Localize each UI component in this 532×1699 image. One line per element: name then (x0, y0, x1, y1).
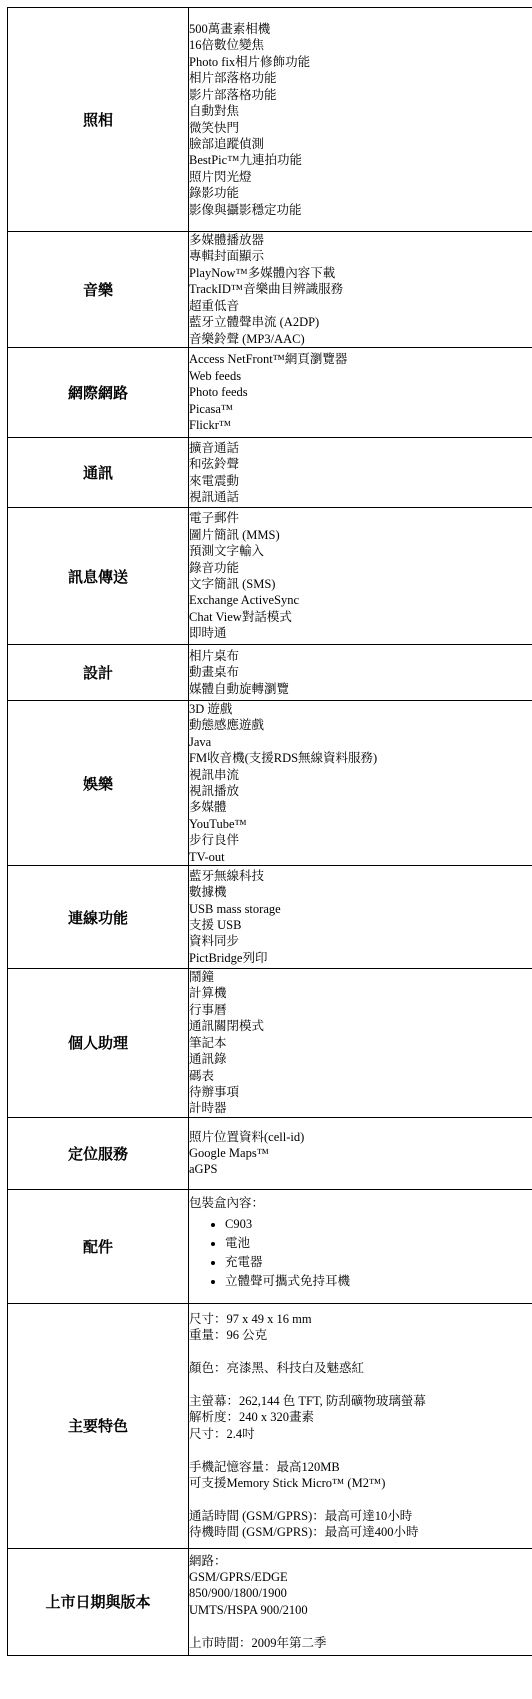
spec-row (8, 1303, 532, 1548)
feature-item: Photo feeds (189, 385, 248, 400)
feature-item: Java (189, 734, 212, 749)
feature-item: 上市時間：2009年第二季 (189, 1635, 327, 1650)
feature-item: Web feeds (189, 368, 242, 383)
feature-list (189, 438, 532, 508)
feature-item: 動態感應遊戲 (189, 718, 265, 733)
feature-item: Exchange ActiveSync (189, 593, 300, 608)
feature-item: 照片位置資料(cell-id) (189, 1129, 305, 1144)
feature-item: 文字簡訊 (SMS) (189, 577, 276, 591)
feature-item: 鬧鐘 (189, 970, 215, 985)
feature-item: 圖片簡訊 (MMS) (189, 527, 280, 542)
feature-item: Chat View對話模式 (189, 609, 292, 624)
category-label: 網際網路 (8, 348, 189, 438)
spec-table-body (8, 8, 532, 1656)
feature-list (189, 969, 532, 1118)
category-label: 娛樂 (8, 701, 189, 866)
feature-item: 動畫桌布 (189, 665, 240, 680)
feature-item: 相片桌布 (189, 648, 240, 663)
feature-item: 多媒體播放器 (189, 233, 265, 248)
feature-list (189, 508, 532, 645)
feature-list (189, 1189, 532, 1303)
category-label: 定位服務 (8, 1117, 189, 1189)
category-label: 音樂 (8, 232, 189, 348)
spec-row (8, 701, 532, 866)
feature-list (189, 8, 532, 232)
feature-item: 藍牙無線科技 (189, 868, 265, 883)
package-item: • C903 (225, 1215, 532, 1234)
feature-list (189, 701, 532, 866)
feature-item: 視訊串流 (189, 767, 240, 782)
feature-item: Flickr™ (189, 418, 232, 433)
feature-item: 支援 USB (189, 918, 242, 933)
spec-row (8, 508, 532, 645)
spec-row (8, 1189, 532, 1303)
feature-item: 媒體自動旋轉瀏覽 (189, 681, 290, 696)
feature-item: 待機時間 (GSM/GPRS)：最高可達400小時 (189, 1525, 419, 1540)
feature-item: USB mass storage (189, 901, 281, 916)
feature-item: Google Maps™ (189, 1146, 269, 1161)
feature-item: 照片閃光燈 (189, 169, 252, 184)
spec-row (8, 969, 532, 1118)
feature-item: 手機記憶容量：最高120MB (189, 1459, 340, 1474)
feature-item: 行事曆 (189, 1002, 227, 1017)
feature-item: 可支援Memory Stick Micro™ (M2™) (189, 1475, 386, 1490)
spacer (189, 1491, 532, 1507)
category-label: 上市日期與版本 (8, 1548, 189, 1655)
feature-item: 相片部落格功能 (189, 71, 277, 86)
spec-row (8, 232, 532, 348)
feature-list (189, 232, 532, 348)
feature-item: 電子郵件 (189, 511, 240, 526)
feature-list (189, 645, 532, 701)
feature-item: Access NetFront™網頁瀏覽器 (189, 352, 348, 367)
package-item: • 立體聲可攜式免持耳機 (225, 1272, 532, 1291)
feature-list (189, 348, 532, 438)
feature-item: TrackID™音樂曲目辨識服務 (189, 282, 344, 297)
feature-item: 碼表 (189, 1068, 215, 1083)
category-label: 主要特色 (8, 1303, 189, 1548)
feature-item: 和弦鈴聲 (189, 457, 240, 472)
feature-item: 錄影功能 (189, 186, 240, 201)
feature-item: 來電震動 (189, 473, 240, 488)
spacer (189, 1344, 532, 1360)
feature-item: 音樂鈴聲 (MP3/AAC) (189, 331, 305, 346)
feature-item: 資料同步 (189, 934, 240, 949)
category-label: 照相 (8, 8, 189, 232)
feature-item: 3D 遊戲 (189, 702, 233, 716)
feature-item: 專輯封面顯示 (189, 249, 265, 264)
spec-row (8, 438, 532, 508)
feature-item: 即時通 (189, 626, 227, 641)
feature-item: Photo fix相片修飾功能 (189, 54, 311, 69)
feature-item: 500萬畫素相機 (189, 22, 271, 37)
feature-item: 重量：96 公克 (189, 1328, 268, 1343)
feature-item: 16倍數位變焦 (189, 38, 265, 53)
feature-item: BestPic™九連拍功能 (189, 153, 302, 168)
spec-row (8, 1117, 532, 1189)
feature-item: 顏色：亮漆黑、科技白及魅惑紅 (189, 1361, 365, 1376)
feature-item: 解析度：240 x 320畫素 (189, 1410, 315, 1425)
feature-item: 影片部落格功能 (189, 87, 277, 102)
feature-item: 臉部追蹤偵測 (189, 136, 265, 151)
feature-item: 超重低音 (189, 298, 240, 313)
spacer (189, 1377, 532, 1393)
feature-list (189, 1548, 532, 1655)
feature-item: 藍牙立體聲串流 (A2DP) (189, 315, 320, 330)
feature-item: aGPS (189, 1162, 218, 1177)
feature-intro: 包裝盒內容： (189, 1196, 265, 1211)
feature-item: 微笑快門 (189, 120, 240, 135)
package-item: • 電池 (225, 1234, 532, 1253)
feature-item: 計時器 (189, 1101, 227, 1116)
feature-list (189, 1117, 532, 1189)
spec-row (8, 348, 532, 438)
feature-item: 多媒體 (189, 800, 227, 815)
feature-item: 筆記本 (189, 1035, 227, 1050)
feature-item: 自動對焦 (189, 104, 240, 119)
feature-item: 通訊錄 (189, 1052, 227, 1067)
feature-item: 步行良伴 (189, 833, 240, 848)
feature-item: TV-out (189, 849, 225, 864)
feature-item: 通話時間 (GSM/GPRS)：最高可達10小時 (189, 1508, 413, 1523)
package-item: • 充電器 (225, 1253, 532, 1272)
category-label: 個人助理 (8, 969, 189, 1118)
feature-item: 待辦事項 (189, 1084, 240, 1099)
spec-table (7, 7, 532, 1656)
feature-item: 尺寸：2.4吋 (189, 1426, 255, 1441)
category-label: 訊息傳送 (8, 508, 189, 645)
feature-item: 850/900/1800/1900 (189, 1586, 287, 1601)
feature-item: 計算機 (189, 986, 227, 1001)
spec-row (8, 866, 532, 969)
feature-item: 數據機 (189, 885, 227, 900)
feature-item: PlayNow™多媒體內容下載 (189, 265, 336, 280)
feature-item: 擴音通話 (189, 440, 240, 455)
feature-item: GSM/GPRS/EDGE (189, 1569, 288, 1584)
feature-item: 影像與攝影穩定功能 (189, 202, 302, 217)
spec-row (8, 645, 532, 701)
category-label: 通訊 (8, 438, 189, 508)
feature-list (189, 1303, 532, 1548)
feature-item: 主螢幕：262,144 色 TFT, 防刮礦物玻璃螢幕 (189, 1393, 426, 1408)
feature-item: YouTube™ (189, 816, 247, 831)
feature-item: 通訊關閉模式 (189, 1019, 265, 1034)
feature-item: Picasa™ (189, 401, 234, 416)
feature-item: 尺寸：97 x 49 x 16 mm (189, 1311, 312, 1326)
feature-item: 網路： (189, 1553, 227, 1568)
spacer (189, 1618, 532, 1634)
spacer (189, 1442, 532, 1458)
category-label: 配件 (8, 1189, 189, 1303)
category-label: 連線功能 (8, 866, 189, 969)
feature-item: 視訊播放 (189, 784, 240, 799)
category-label: 設計 (8, 645, 189, 701)
feature-item: UMTS/HSPA 900/2100 (189, 1602, 308, 1617)
feature-list (189, 866, 532, 969)
feature-item: FM收音機(支援RDS無線資料服務) (189, 751, 378, 766)
feature-item: 錄音功能 (189, 560, 240, 575)
feature-item: 視訊通話 (189, 489, 240, 504)
spec-row (8, 1548, 532, 1655)
feature-item: 預測文字輸入 (189, 544, 265, 559)
spec-row (8, 8, 532, 232)
feature-item: PictBridge列印 (189, 950, 268, 965)
package-contents-list (189, 1215, 532, 1291)
